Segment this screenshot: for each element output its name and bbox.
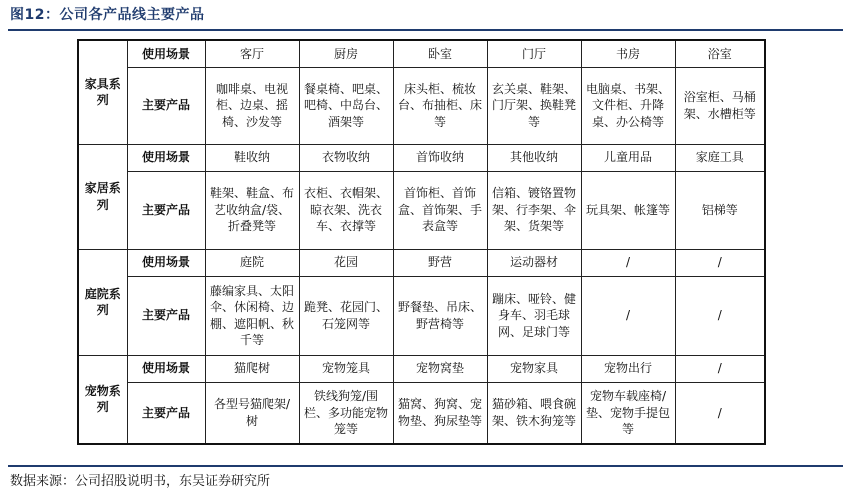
table-cell: / xyxy=(581,249,675,276)
product-line-table xyxy=(77,39,766,445)
category-home: 家居系列 xyxy=(78,144,127,249)
table-cell: / xyxy=(675,382,765,444)
table-cell: 野营 xyxy=(393,249,487,276)
table-cell: / xyxy=(675,249,765,276)
table-row xyxy=(78,382,765,444)
row-label-scene: 使用场景 xyxy=(127,355,205,382)
row-label-products: 主要产品 xyxy=(127,382,205,444)
category-furniture: 家具系列 xyxy=(78,40,127,144)
column-header-kitchen: 厨房 xyxy=(299,40,393,67)
column-header-entryway: 门厅 xyxy=(487,40,581,67)
table-cell: / xyxy=(675,276,765,355)
column-header-bedroom: 卧室 xyxy=(393,40,487,67)
figure-title: 图12：公司各产品线主要产品 xyxy=(10,7,205,23)
table-cell: 衣柜、衣帽架、晾衣架、洗衣车、衣撑等 xyxy=(299,171,393,249)
table-row xyxy=(78,67,765,144)
table-cell: 鞋收纳 xyxy=(205,144,299,171)
row-label-scene: 使用场景 xyxy=(127,249,205,276)
column-header-study: 书房 xyxy=(581,40,675,67)
column-header-living-room: 客厅 xyxy=(205,40,299,67)
table-cell: 宠物家具 xyxy=(487,355,581,382)
table-cell: 庭院 xyxy=(205,249,299,276)
table-cell: 野餐垫、吊床、野营椅等 xyxy=(393,276,487,355)
row-label-products: 主要产品 xyxy=(127,171,205,249)
table-row xyxy=(78,355,765,382)
table-row xyxy=(78,249,765,276)
table-cell: 跪凳、花园门、石笼网等 xyxy=(299,276,393,355)
table-cell: 浴室柜、马桶架、水槽柜等 xyxy=(675,67,765,144)
table-cell: 首饰收纳 xyxy=(393,144,487,171)
table-cell: 餐桌椅、吧桌、吧椅、中岛台、酒架等 xyxy=(299,67,393,144)
table-cell: 电脑桌、书架、文件柜、升降桌、办公椅等 xyxy=(581,67,675,144)
table-cell: 其他收纳 xyxy=(487,144,581,171)
row-label-products: 主要产品 xyxy=(127,67,205,144)
table-cell: 家庭工具 xyxy=(675,144,765,171)
table-cell: 玄关桌、鞋架、门厅架、换鞋凳等 xyxy=(487,67,581,144)
data-source-note: 数据来源：公司招股说明书，东吴证券研究所 xyxy=(10,474,271,489)
table-cell: 运动器材 xyxy=(487,249,581,276)
table-cell: / xyxy=(581,276,675,355)
table-cell: 鞋架、鞋盒、布艺收纳盒/袋、折叠凳等 xyxy=(205,171,299,249)
table-row xyxy=(78,276,765,355)
table-cell: 信箱、镀铬置物架、行李架、伞架、货架等 xyxy=(487,171,581,249)
table-cell: 猫砂箱、喂食碗架、铁木狗笼等 xyxy=(487,382,581,444)
table-cell: 首饰柜、首饰盒、首饰架、手表盒等 xyxy=(393,171,487,249)
table-cell: 猫窝、狗窝、宠物垫、狗尿垫等 xyxy=(393,382,487,444)
title-rule xyxy=(8,29,843,31)
table-cell: 衣物收纳 xyxy=(299,144,393,171)
category-garden: 庭院系列 xyxy=(78,249,127,355)
table-cell: 铝梯等 xyxy=(675,171,765,249)
table-cell: 咖啡桌、电视柜、边桌、摇椅、沙发等 xyxy=(205,67,299,144)
table-row xyxy=(78,144,765,171)
table-cell: 宠物笼具 xyxy=(299,355,393,382)
row-label-products: 主要产品 xyxy=(127,276,205,355)
row-label-scene: 使用场景 xyxy=(127,40,205,67)
table-cell: 蹦床、哑铃、健身车、羽毛球网、足球门等 xyxy=(487,276,581,355)
table-cell: 儿童用品 xyxy=(581,144,675,171)
table-cell: 猫爬树 xyxy=(205,355,299,382)
table-cell: / xyxy=(675,355,765,382)
table-cell: 玩具架、帐篷等 xyxy=(581,171,675,249)
row-label-scene: 使用场景 xyxy=(127,144,205,171)
table-cell: 宠物车载座椅/垫、宠物手提包等 xyxy=(581,382,675,444)
table-cell: 各型号猫爬架/树 xyxy=(205,382,299,444)
table-cell: 铁线狗笼/围栏、多功能宠物笼等 xyxy=(299,382,393,444)
column-header-bathroom: 浴室 xyxy=(675,40,765,67)
source-rule xyxy=(8,465,843,467)
table-row xyxy=(78,171,765,249)
table-row xyxy=(78,40,765,67)
table-cell: 宠物出行 xyxy=(581,355,675,382)
table-cell: 藤编家具、太阳伞、休闲椅、边棚、遮阳帆、秋千等 xyxy=(205,276,299,355)
category-pet: 宠物系列 xyxy=(78,355,127,444)
table-cell: 宠物窝垫 xyxy=(393,355,487,382)
table-cell: 花园 xyxy=(299,249,393,276)
table-cell: 床头柜、梳妆台、布抽柜、床等 xyxy=(393,67,487,144)
